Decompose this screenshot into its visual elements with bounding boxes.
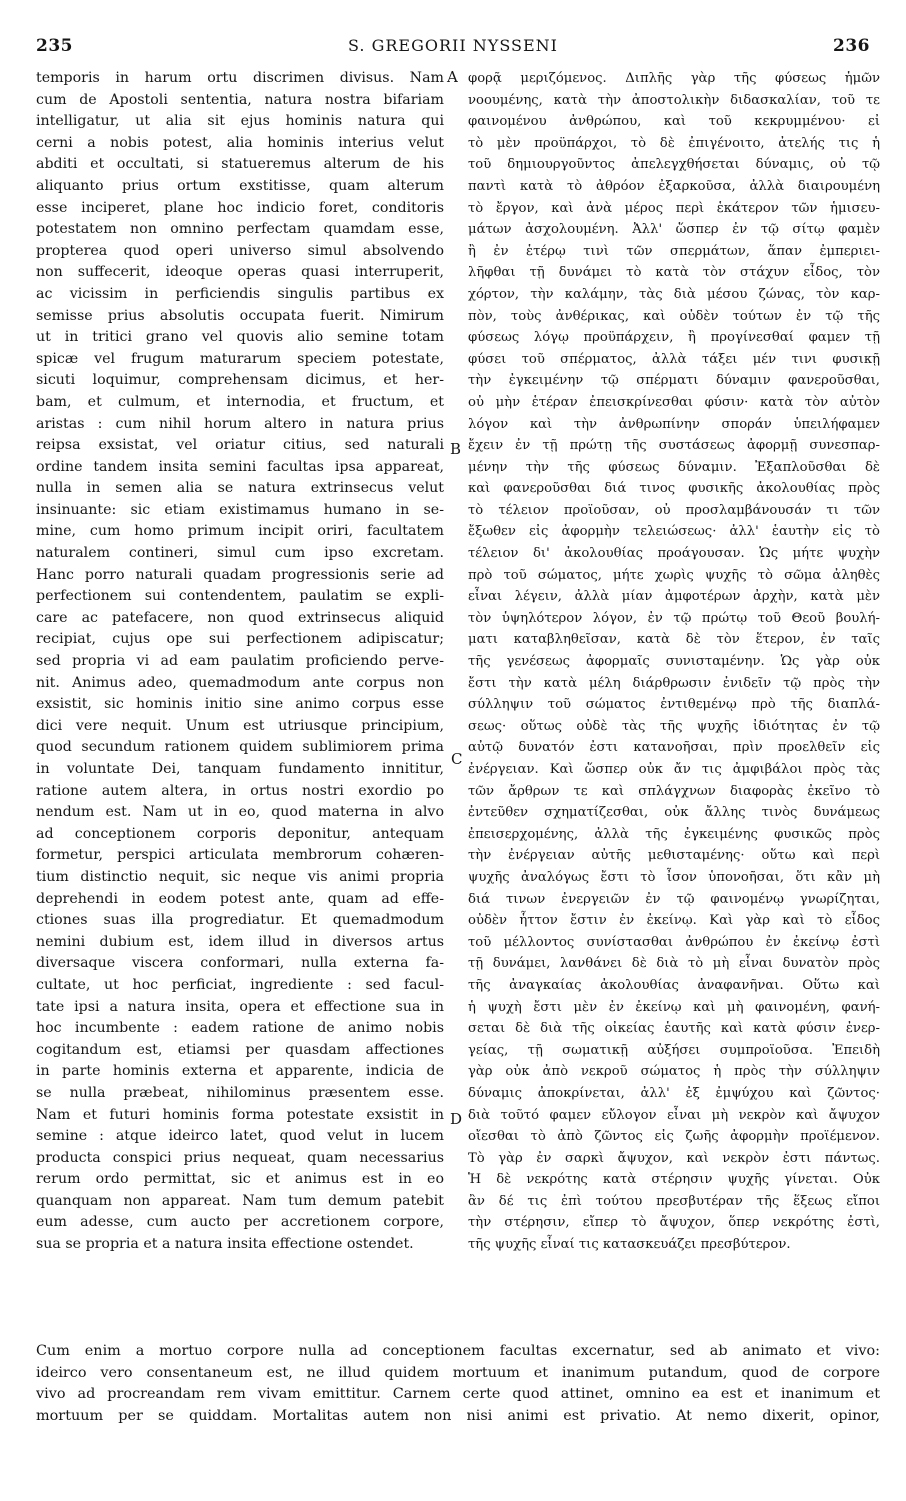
text-line: ideirco vero consentaneum est, ne illud quidem mortuum et inanimum putandum, quod de corpore [36, 1364, 880, 1381]
text-line: ratione autem altera, in ortus nostri exordio po [36, 782, 444, 799]
text-line: sua se propria et a natura insita effectione ostendet. [36, 1236, 414, 1253]
text-line: in parte hominis externa et apparente, indicia de [36, 1063, 444, 1080]
text-line: τοῦ δημιουργοῦντος ἀπελεγχθήσεται δύναμις, οὐ τῷ [468, 157, 880, 173]
page-number-left: 235 [36, 36, 73, 56]
text-line: οὐδὲν ἧττον ἔστιν ἐν ἐκείνῳ. Καὶ γὰρ καὶ τὸ εἶδος [468, 913, 880, 929]
text-line: ἔξωθεν εἰς ἀφορμὴν τελειώσεως· ἀλλ' ἑαυτὴν εἰς τὸ [468, 524, 880, 540]
text-line: τοῦ μέλλοντος συνίστασθαι ἀνθρώπου ἐν ἐκείνῳ ἐστὶ [468, 934, 880, 950]
running-title: S. GREGORII NYSSENI [348, 36, 558, 55]
text-line: recipiat, cujus ope sui perfectionem adipiscatur; [36, 631, 444, 648]
text-line: ἡ ψυχὴ ἔστι μὲν ἐν ἐκείνῳ καὶ μὴ φαινομένη, φανή- [468, 999, 880, 1015]
text-line: semine : atque ideirco latet, quod velut in lucem [36, 1128, 444, 1145]
text-line: καὶ φανεροῦσθαι διά τινος φυσικῆς ἀκολουθίας πρὸς [468, 481, 880, 497]
text-line: Nam et futuri hominis forma potestate exsistit in [36, 1106, 444, 1123]
text-line: ἔχειν ἐν τῇ πρώτῃ τῆς συστάσεως ἀφορμῇ συνεσπαρ- [468, 438, 880, 454]
text-line: ἐνέργειαν. Καὶ ὥσπερ οὐκ ἄν τις ἀμφιβάλοι πρὸς τὰς [468, 762, 880, 777]
latin-column [36, 68, 444, 1256]
text-line: ματι καταβληθεῖσαν, κατὰ δὲ τὸν ἕτερον, ἐν ταῖς [468, 632, 880, 648]
text-line: producta conspici prius nequeat, quam necessarius [36, 1149, 444, 1166]
text-line: semisse prius absolutis occupata fuerit. Nimirum [36, 307, 444, 324]
margin-marker-c: C [451, 750, 463, 768]
text-line: τὴν ἐγκειμένην τῷ σπέρματι δύναμιν φανεροῦσθαι, [468, 373, 880, 389]
text-line: eum adesse, cum aucto per accretionem corpore, [36, 1214, 444, 1231]
text-line: αὐτῷ δυνατόν ἐστι κατανοῆσαι, πρὶν προελθεῖν εἰς [468, 740, 880, 756]
greek-column [468, 68, 880, 1256]
text-line: γὰρ οὐκ ἀπὸ νεκροῦ σώματος ἡ πρὸς τὴν σύλληψιν [468, 1064, 880, 1080]
text-line: νοουμένης, κατὰ τὴν ἀποστολικὴν διδασκαλίαν, τοῦ τε [468, 92, 880, 108]
text-line: ἢ ἐν ἑτέρῳ τινὶ τῶν σπερμάτων, ἅπαν ἐμπεριει- [468, 243, 880, 259]
text-line: λόγον καὶ τὴν ἀνθρωπίνην σποράν ὑπειλήφαμεν [468, 416, 880, 432]
text-line: mine, cum homo primum incipit oriri, facultatem [36, 523, 444, 540]
text-line: τῇ δυνάμει, λανθάνει δὲ διὰ τὸ μὴ εἶναι δυνατὸν πρὸς [468, 956, 880, 972]
text-line: non suffecerit, ideoque operas quasi interruperit, [36, 264, 444, 281]
text-line: τῆς γενέσεως ἀφορμαῖς συνισταμένην. Ὡς γὰρ οὐκ [468, 654, 880, 670]
text-line: τὴν ἐνέργειαν αὐτῆς μεθισταμένης· οὕτω καὶ περὶ [468, 848, 880, 864]
text-line: temporis in harum ortu discrimen divisus. Nam [36, 70, 444, 86]
text-line: τὴν στέρησιν, εἴπερ τὸ ἄψυχον, ὅπερ νεκρότης ἐστὶ, [468, 1215, 880, 1231]
text-line: τὸ μὲν προϋπάρχοι, τὸ δὲ ἐπιγένοιτο, ἀτελής τις ἡ [468, 135, 880, 151]
text-line: παντὶ κατὰ τὸ ἀθρόον ἐξαρκοῦσα, ἀλλὰ διαιρουμένη [468, 178, 880, 194]
text-line: nit. Animus adeo, quemadmodum ante corpus non [36, 674, 444, 691]
text-line: aristas : cum nihil horum altero in natura prius [36, 415, 444, 432]
text-line: μένην τὴν τῆς φύσεως δύναμιν. Ἐξαπλοῦσθαι δὲ [468, 459, 880, 475]
text-line: τῆς ἀναγκαίας ἀκολουθίας ἀναφανῆναι. Οὕτω καὶ [468, 977, 880, 993]
margin-marker-d: D [450, 1110, 463, 1128]
margin-marker-a: A [447, 68, 458, 86]
text-line: σεται δὲ διὰ τῆς οἰκείας ἑαυτῆς καὶ κατὰ φύσιν ἐνερ- [468, 1021, 880, 1037]
text-line: ἂν δέ τις ἐπὶ τούτου πρεσβυτέραν τῆς ἕξεως εἴποι [468, 1193, 880, 1209]
text-line: Ἡ δὲ νεκρότης κατὰ στέρησιν ψυχῆς γίνεται. Οὐκ [468, 1172, 880, 1188]
text-line: bam, et culmum, et internodia, et fructum, et [36, 393, 444, 410]
text-line: tate ipsi a natura insita, opera et effectione sua in [36, 998, 444, 1015]
text-line: μάτων ἀσχολουμένη. Ἀλλ' ὥσπερ ἐν τῷ σίτῳ φαμὲν [468, 222, 880, 238]
text-line: Cum enim a mortuo corpore nulla ad conceptionem facultas excernatur, sed ab animato et vivo: [36, 1343, 880, 1359]
text-line: φαινομένου ἀνθρώπου, καὶ τοῦ κεκρυμμένου· εἰ [468, 114, 880, 130]
text-line: nendum est. Nam ut in eo, quod materna in alvo [36, 804, 444, 821]
text-line: τὸ ἔργον, καὶ ἀνὰ μέρος περὶ ἑκάτερον τῶν ἡμισευ- [468, 200, 880, 216]
text-line: διά τινων ἐνεργειῶν ἐν τῷ φαινομένῳ γνωρίζηται, [468, 891, 880, 907]
text-line: τῶν ἄρθρων τε καὶ σπλάγχνων διαφορὰς ἐκεῖνο τὸ [468, 783, 880, 799]
text-line: τέλειον δι' ἀκολουθίας προάγουσαν. Ὡς μήτε ψυχὴν [468, 546, 880, 562]
text-line: esse inciperet, plane hoc indicio foret, conditoris [36, 199, 444, 216]
text-line: οὐ μὴν ἑτέραν ἐπεισκρίνεσθαι φύσιν· κατὰ τὸν αὐτὸν [468, 394, 880, 410]
text-line: dici vere nequit. Unum est utriusque principium, [36, 717, 444, 734]
text-line: σύλληψιν τοῦ σώματος ἐντιθεμένῳ πρὸ τῆς διαπλά- [468, 697, 880, 713]
text-line: reipsa exsistat, vel oriatur citius, sed naturali [36, 437, 444, 454]
text-line: ordine tandem insita semini facultas ipsa appareat, [36, 458, 444, 475]
text-line: ut in tritici grano vel quovis alio semine totam [36, 329, 444, 346]
text-line: quanquam non appareat. Nam tum demum patebit [36, 1192, 444, 1209]
text-line: in voluntate Dei, tanquam fundamento innititur, [36, 761, 444, 777]
text-line: tium distinctio nequit, sic neque vis animi propria [36, 868, 444, 885]
text-line: εἶναι λέγειν, ἀλλὰ μίαν ἀμφοτέρων ἀρχὴν, κατὰ μὲν [468, 589, 880, 605]
text-line: Τὸ γὰρ ἐν σαρκὶ ἄψυχον, καὶ νεκρὸν ἐστι πάντως. [468, 1150, 880, 1166]
text-line: Hanc porro naturali quadam progressionis serie ad [36, 566, 444, 583]
text-line: nemini dubium est, idem illud in diversos artus [36, 933, 444, 950]
text-line: hoc incumbente : eadem ratione de animo nobis [36, 1020, 444, 1037]
text-line: ad conceptionem corporis deponitur, antequam [36, 825, 444, 842]
text-line: perfectionem sui contendentem, paulatim se expli- [36, 588, 444, 605]
text-line: diversaque viscera conformari, nulla externa fa- [36, 955, 444, 972]
text-line: abditi et occultati, si statueremus alterum de his [36, 156, 444, 173]
text-line: οἴεσθαι τὸ ἀπὸ ζῶντος εἰς ζωῆς ἀφορμὴν προϊέμενον. [468, 1129, 880, 1145]
text-line: πρὸ τοῦ σώματος, μήτε χωρὶς ψυχῆς τὸ σῶμα ἀληθὲς [468, 567, 880, 583]
text-line: διὰ τοῦτό φαμεν εὔλογον εἶναι μὴ νεκρὸν καὶ ἄψυχον [468, 1107, 880, 1123]
text-line: ἐντεῦθεν σχηματίζεσθαι, οὐκ ἄλλης τινὸς δυνάμεως [468, 805, 880, 821]
text-line: se nulla præbeat, nihilominus præsentem esse. [36, 1084, 444, 1101]
page-number-right: 236 [833, 36, 870, 56]
text-line: ctiones suas illa progrediatur. Et quemadmodum [36, 912, 444, 929]
page-header [30, 36, 876, 60]
text-line: τῆς ψυχῆς εἶναί τις κατασκευάζει πρεσβύτερον. [468, 1237, 791, 1253]
text-line: τὸ τέλειον προϊοῦσαν, οὐ προσλαμβάνουσάν τι τῶν [468, 502, 880, 518]
text-line: intelligatur, ut alia sit ejus hominis natura qui [36, 113, 444, 130]
text-line: sed propria vi ad eam paulatim proficiendo perve- [36, 653, 444, 670]
text-line: cerni a nobis potest, alia hominis interius velut [36, 134, 444, 151]
text-line: σεως· οὕτως οὐδὲ τὰς τῆς ψυχῆς ἰδιότητας ἐν τῷ [468, 718, 880, 734]
text-line: χόρτον, τὴν καλάμην, τὰς διὰ μέσου ζώνας, τὸν καρ- [468, 286, 880, 302]
text-line: cultate, ut hoc perficiat, ingrediente : sed facul- [36, 976, 444, 993]
text-line: quod secundum rationem quidem sublimiorem prima [36, 739, 444, 756]
text-line: rerum ordo permittat, sic et animus est in eo [36, 1171, 444, 1188]
text-line: ψυχῆς ἀναλόγως ἔστι τὸ ἶσον ὑπονοῆσαι, ὅτι κἂν μὴ [468, 869, 880, 885]
text-line: potestatem non omnino perfectam quamdam esse, [36, 221, 444, 238]
text-line: sicuti loquimur, comprehensam dicimus, et her- [36, 372, 444, 389]
text-line: ἐπεισερχομένης, ἀλλὰ τῆς ἐγκειμένης φυσικῶς πρὸς [468, 826, 880, 842]
text-line: mortuum per se quiddam. Mortalitas autem non nisi animi est privatio. At nemo dixerit, opinor, [36, 1407, 880, 1424]
text-line: πὸν, τοὺς ἀνθέρικας, καὶ οὐδὲν τούτων ἐν τῷ τῆς [468, 308, 880, 324]
text-line: aliquanto prius ortum exstitisse, quam alterum [36, 177, 444, 194]
text-line: φύσεως λόγῳ προϋπάρχειν, ἢ προγίνεσθαί φαμεν τῇ [468, 330, 880, 346]
text-line: vivo ad procreandam rem vivam emittitur. Carnem certe quod attinet, omnino ea est et inanimum et [36, 1386, 880, 1403]
text-line: γείας, τῇ σωματικῇ αὐξήσει συμπροϊοῦσα. Ἐπειδὴ [468, 1042, 880, 1058]
text-line: exsistit, sic hominis initio sine animo corpus esse [36, 696, 444, 713]
text-line: spicæ vel frugum maturarum speciem potestate, [36, 350, 444, 367]
text-line: τὸν ὑψηλότερον λόγον, ἐν τῷ πρώτῳ τοῦ Θεοῦ βουλή- [468, 610, 880, 626]
text-line: insinuante: sic etiam existimamus humano in se- [36, 501, 444, 518]
text-line: ac vicissim in perficiendis singulis partibus ex [36, 285, 444, 302]
text-line: φύσει τοῦ σπέρματος, ἀλλὰ τάξει μέν τινι φυσικῇ [468, 351, 880, 367]
text-line: cum de Apostoli sententia, natura nostra bifariam [36, 91, 444, 108]
text-line: care ac patefacere, non quod extrinsecus aliquid [36, 609, 444, 626]
text-line: cogitandum est, etiamsi per quasdam affectiones [36, 1041, 444, 1058]
text-line: λῆφθαι τῇ δυνάμει τὸ κατὰ τὸν στάχυν εἶδος, τὸν [468, 265, 880, 281]
full-width-paragraph [36, 1341, 880, 1427]
text-line: δύναμις ἀποκρίνεται, ἀλλ' ἐξ ἐμψύχου καὶ ζῶντος· [468, 1085, 880, 1101]
text-line: φορᾷ μεριζόμενος. Διπλῆς γὰρ τῆς φύσεως ἡμῶν [468, 71, 880, 86]
text-line: formetur, perspici articulata membrorum cohæren- [36, 847, 444, 864]
text-line: propterea quod operi universo simul absolvendo [36, 242, 444, 259]
text-line: ἔστι τὴν κατὰ μέλη διάρθρωσιν ἐνιδεῖν τῷ πρὸς τὴν [468, 675, 880, 691]
text-line: nulla in semen alia se natura extrinsecus velut [36, 480, 444, 497]
text-line: naturalem contineri, simul cum ipso excretam. [36, 545, 444, 562]
text-line: deprehendi in eodem potest ante, quam ad effe- [36, 890, 444, 907]
margin-marker-b: B [450, 440, 462, 458]
